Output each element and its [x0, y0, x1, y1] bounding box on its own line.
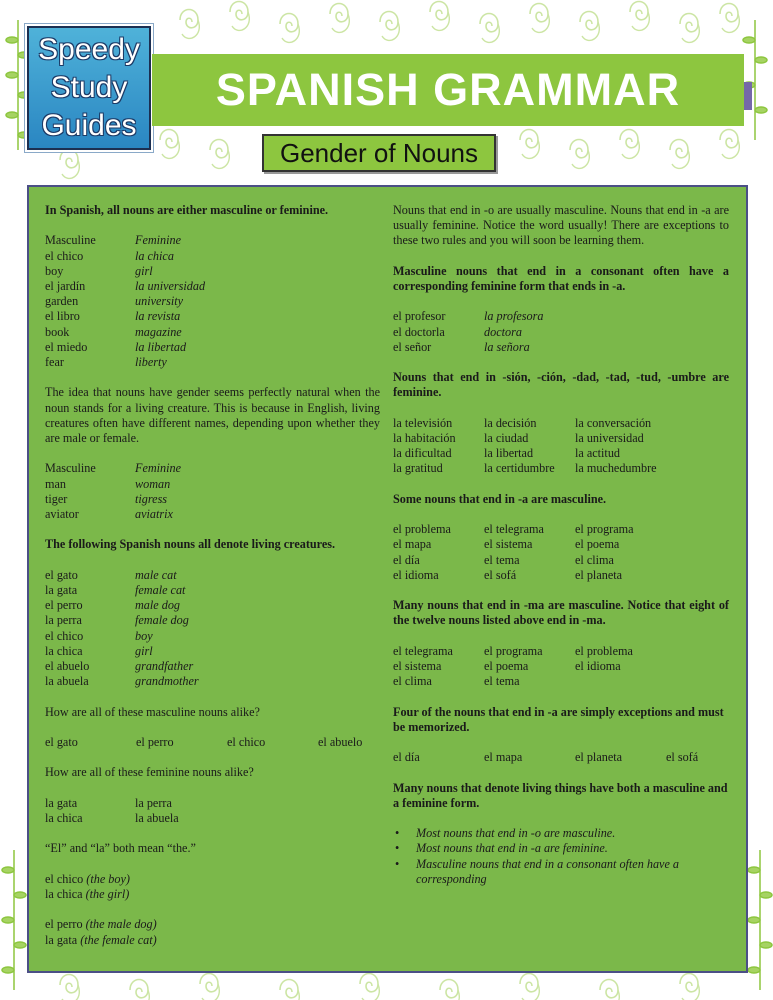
english-cell: male dog — [135, 598, 181, 613]
living-creatures-heading: The following Spanish nouns all denote living creatures. — [45, 537, 336, 552]
noun-cell: el idioma — [393, 567, 439, 582]
header-feminine: Feminine — [135, 461, 182, 476]
fem-cell: woman — [135, 476, 171, 491]
example-english: (the female cat) — [80, 932, 157, 947]
table-row — [393, 537, 729, 552]
masc-cell: fear — [45, 355, 64, 370]
noun-cell: la conversación — [575, 415, 652, 430]
table-row — [393, 416, 729, 431]
noun-cell: la decisión — [484, 415, 537, 430]
logo-line-1: Speedy — [38, 33, 140, 66]
masc-cell: el señor — [393, 339, 432, 354]
masculine-list — [45, 735, 380, 750]
example-spanish: el chico — [45, 871, 84, 886]
example-english: (the boy) — [86, 871, 130, 886]
table-row — [45, 674, 380, 689]
list-item: la chica — [45, 810, 83, 825]
noun-cell: el clima — [575, 552, 614, 567]
sion-heading: Nouns that end in -sión, -ción, -dad, -tad, -tud, -umbre are feminine. — [393, 370, 729, 400]
noun-cell: el clima — [393, 674, 432, 689]
speedy-study-guides-logo — [27, 26, 151, 150]
english-cell: girl — [135, 643, 153, 658]
example-line — [45, 887, 380, 902]
both-forms-heading: Many nouns that denote living things have both a masculine and a feminine form. — [393, 780, 728, 810]
page-subtitle: Gender of Nouns — [262, 134, 496, 172]
table-row — [393, 461, 729, 476]
table-row — [45, 598, 380, 613]
masc-cell: tiger — [45, 491, 68, 506]
noun-cell: el telegrama — [484, 522, 544, 537]
ma-heading: Many nouns that end in -ma are masculine. Notice that eight of the twelve nouns listed above end in -ma. — [393, 598, 729, 628]
example-line — [45, 933, 380, 948]
noun-cell: la televisión — [393, 415, 453, 430]
fem-cell: liberty — [135, 355, 167, 370]
list-item: el gato — [45, 735, 78, 749]
noun-cell: el telegrama — [393, 643, 453, 658]
right-column — [393, 203, 729, 887]
table-row — [393, 340, 729, 355]
fem-cell: tigress — [135, 491, 168, 506]
table-row — [393, 431, 729, 446]
english-cell: female dog — [135, 613, 189, 628]
masculine-question: How are all of these masculine nouns alike? — [45, 704, 260, 719]
list-item: la gata — [45, 795, 78, 810]
table-row — [45, 279, 380, 294]
masc-cell: aviator — [45, 507, 79, 522]
list-item: el planeta — [575, 750, 623, 765]
list-item: el chico — [227, 735, 266, 749]
noun-cell: el poema — [575, 537, 620, 552]
table-row — [45, 568, 380, 583]
spanish-cell: la perra — [45, 613, 82, 628]
english-cell: grandmother — [135, 674, 199, 689]
noun-cell: el día — [393, 552, 420, 567]
o-a-paragraph: Nouns that end in -o are usually masculine. Nouns that end in -a are usually feminine. Notice the word usually! There are exceptions to these two rules and you will soon be learning them. — [393, 203, 729, 248]
example-line — [45, 917, 380, 932]
fem-cell: la señora — [484, 339, 530, 354]
noun-cell: el programa — [575, 522, 634, 537]
noun-cell: el tema — [484, 552, 520, 567]
feminine-question: How are all of these feminine nouns alike? — [45, 765, 254, 780]
list-item: el sofá — [666, 750, 699, 765]
list-item: • Masculine nouns that end in a consonant often have a corresponding — [393, 857, 729, 887]
spanish-cell: la abuela — [45, 674, 89, 689]
noun-cell: el sofá — [484, 567, 517, 582]
masc-cell: el jardín — [45, 279, 86, 293]
noun-cell: el planeta — [575, 567, 623, 582]
list-item: el día — [393, 750, 420, 765]
a-masculine-heading: Some nouns that end in -a are masculine. — [393, 491, 607, 506]
table-row — [393, 446, 729, 461]
table-row — [45, 477, 380, 492]
english-cell: male cat — [135, 567, 177, 582]
noun-cell: la habitación — [393, 430, 456, 445]
spanish-cell: el abuelo — [45, 659, 90, 674]
table-row — [393, 553, 729, 568]
fem-cell: doctora — [484, 324, 522, 339]
noun-cell: la actitud — [575, 446, 621, 461]
spanish-cell: el chico — [45, 628, 84, 643]
noun-cell: la libertad — [484, 446, 534, 461]
table-row — [45, 492, 380, 507]
noun-cell: el poema — [484, 658, 529, 673]
logo-line-2: Study — [50, 71, 128, 104]
fem-cell: la libertad — [135, 339, 187, 354]
masc-cell: el profesor — [393, 309, 446, 324]
header-masculine: Masculine — [45, 233, 96, 248]
content-panel — [27, 185, 748, 973]
gender-paragraph: The idea that nouns have gender seems perfectly natural when the noun stands for a living creature. This is because in English, living creatures often have different names, depending upon whether they are male or female. — [45, 385, 380, 446]
masc-cell: man — [45, 476, 66, 491]
page-title: SPANISH GRAMMAR — [152, 54, 744, 126]
four-exceptions-heading: Four of the nouns that end in -a are simply exceptions and must be memorized. — [393, 704, 724, 734]
english-cell: boy — [135, 628, 153, 643]
list-item: la perra — [135, 795, 172, 810]
table-row — [45, 294, 380, 309]
table-row — [45, 355, 380, 370]
table-row — [45, 796, 380, 811]
fem-cell: girl — [135, 263, 153, 278]
table-row — [45, 264, 380, 279]
noun-cell: el mapa — [393, 537, 432, 552]
header-feminine: Feminine — [135, 233, 182, 248]
masc-cell: el libro — [45, 309, 80, 324]
noun-cell: el programa — [484, 643, 543, 658]
list-item: • Most nouns that end in -a are feminine. — [393, 841, 729, 856]
table-row — [45, 613, 380, 628]
list-item: la abuela — [135, 810, 179, 825]
table-row — [45, 811, 380, 826]
list-item: • Most nouns that end in -o are masculine. — [393, 826, 729, 841]
table-row — [393, 674, 729, 689]
el-la-note: “El” and “la” both mean “the.” — [45, 841, 196, 856]
fem-cell: la chica — [135, 248, 174, 263]
noun-cell: el problema — [575, 643, 633, 658]
table-row — [45, 309, 380, 324]
consonant-heading: Masculine nouns that end in a consonant often have a corresponding feminine form that ends in -a. — [393, 263, 729, 293]
table2-header — [45, 461, 380, 476]
fem-cell: la revista — [135, 309, 181, 324]
table-row — [45, 583, 380, 598]
spanish-cell: el gato — [45, 567, 78, 582]
noun-cell: la dificultad — [393, 446, 452, 461]
noun-cell: el sistema — [393, 658, 442, 673]
fem-cell: la profesora — [484, 309, 544, 324]
example-spanish: la gata — [45, 932, 78, 947]
table-row — [45, 340, 380, 355]
noun-cell: el tema — [484, 674, 520, 689]
spanish-cell: el perro — [45, 598, 83, 613]
table-row — [45, 644, 380, 659]
header-masculine: Masculine — [45, 461, 96, 476]
noun-cell: el sistema — [484, 537, 533, 552]
masc-cell: el chico — [45, 248, 84, 263]
table-row — [393, 325, 729, 340]
table-row — [45, 507, 380, 522]
table-row — [393, 522, 729, 537]
fem-cell: magazine — [135, 324, 182, 339]
english-cell: female cat — [135, 583, 186, 597]
table-row — [393, 568, 729, 583]
table-row — [393, 309, 729, 324]
english-cell: grandfather — [135, 659, 194, 674]
table-row — [45, 249, 380, 264]
noun-cell: la gratitud — [393, 461, 443, 476]
noun-cell: la ciudad — [484, 430, 529, 445]
table-row — [393, 659, 729, 674]
example-english: (the male dog) — [85, 917, 157, 932]
noun-cell: el problema — [393, 522, 451, 537]
list-item: el mapa — [484, 750, 523, 765]
left-column — [45, 203, 380, 948]
fem-cell: aviatrix — [135, 507, 173, 522]
example-spanish: el perro — [45, 917, 83, 932]
list-item: el perro — [136, 735, 174, 749]
rules-bullet-list — [393, 826, 729, 887]
list-item: el abuelo — [318, 735, 363, 749]
table-row — [393, 644, 729, 659]
table1-header — [45, 233, 380, 248]
table-row — [45, 659, 380, 674]
masc-cell: book — [45, 324, 70, 339]
masc-cell: el doctorla — [393, 324, 445, 339]
spanish-cell: la gata — [45, 583, 78, 597]
table-row — [45, 325, 380, 340]
noun-cell: la muchedumbre — [575, 461, 657, 476]
noun-cell: el idioma — [575, 658, 621, 673]
example-line — [45, 872, 380, 887]
masc-cell: el miedo — [45, 339, 88, 354]
exceptions-list — [393, 750, 729, 765]
fem-cell: university — [135, 294, 184, 309]
masc-cell: garden — [45, 294, 79, 309]
table-row — [45, 629, 380, 644]
spanish-cell: la chica — [45, 643, 83, 658]
noun-cell: la certidumbre — [484, 461, 555, 476]
masc-cell: boy — [45, 263, 64, 278]
noun-cell: la universidad — [575, 430, 644, 445]
logo-line-3: Guides — [41, 109, 137, 142]
fem-cell: la universidad — [135, 279, 206, 293]
intro-heading: In Spanish, all nouns are either masculine or feminine. — [45, 203, 329, 217]
example-english: (the girl) — [85, 886, 130, 901]
example-spanish: la chica — [45, 886, 83, 901]
